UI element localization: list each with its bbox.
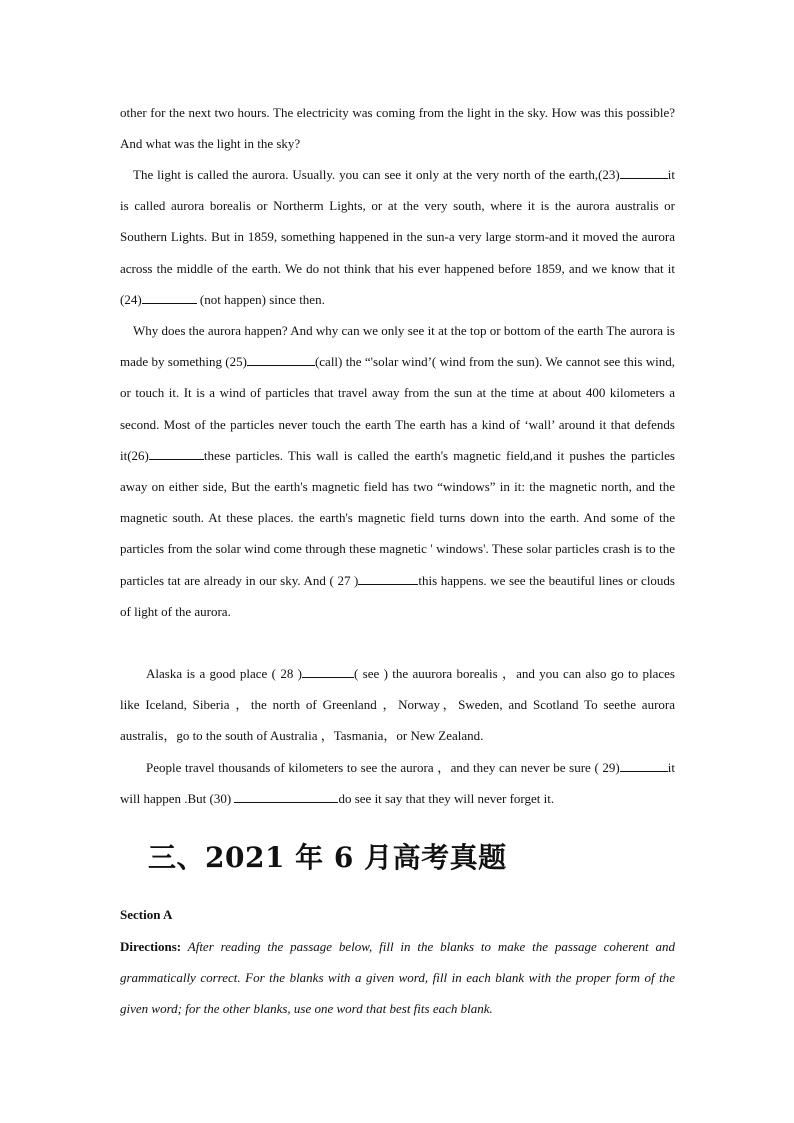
- paragraph-text: Alaska is a good place ( 28 ): [146, 666, 302, 681]
- paragraph-text: do see it say that they will never forget it.: [338, 791, 555, 807]
- directions-label: Directions:: [120, 939, 182, 954]
- passage-paragraph-3: [120, 315, 675, 627]
- section-label: Section A: [120, 907, 173, 922]
- answer-blank-29[interactable]: [620, 759, 668, 772]
- directions-block: [120, 931, 675, 1025]
- passage-paragraph-2: [120, 159, 675, 315]
- paragraph-text: ( see ) the auurora borealis ，and you can also go to places like Iceland, Siberia ，the north of Greenland ，Norway，Sweden, and Scotland To seethe aurora australis，go to the south of Australia ，Tasmania，or New Zealand.: [120, 666, 675, 744]
- paragraph-text: (not happen) since then.: [196, 291, 325, 307]
- paragraph-text: Why does the aurora happen? And why can we only see it at the top or bottom of the earth The aurora is made by something (25): [120, 323, 675, 370]
- passage-paragraph-4: [120, 658, 675, 752]
- paragraph-text: other for the next two hours. The electricity was coming from the light in the sky. How was this possible? And what was the light in the sky?: [120, 105, 675, 152]
- paragraph-text: The light is called the aurora. Usually. you can see it only at the very north of the earth,(23): [133, 167, 620, 182]
- answer-blank-27[interactable]: [358, 572, 418, 585]
- paragraph-text: People travel thousands of kilometers to see the aurora ，and they can never be sure ( 29): [146, 760, 620, 775]
- passage-paragraph-5: [120, 752, 675, 814]
- answer-blank-28[interactable]: [302, 665, 354, 678]
- section-heading: 三、2021 年 6 月高考真题: [148, 841, 507, 874]
- paragraph-text: it will happen .But (30): [120, 760, 675, 807]
- paragraph-text: it is called aurora borealis or Northerm Lights, or at the very south, where it is the aurora australis or Southern Lights. But in 1859, something happened in the sun-a very large storm-and it moved the aurora across the middle of the earth. We do not think that his ever happened before 1859, and we know that it (24): [120, 167, 675, 307]
- answer-blank-30[interactable]: [234, 790, 338, 803]
- answer-blank-24[interactable]: [142, 291, 197, 304]
- paragraph-text: this happens. we see the beautiful lines or clouds of light of the aurora.: [120, 572, 675, 619]
- answer-blank-25[interactable]: [247, 353, 315, 366]
- directions-text: After reading the passage below, fill in the blanks to make the passage coherent and grammatically correct. For the blanks with a given word, fill in each blank with the proper form of the given word; for the other blanks, use one word that best fits each blank.: [120, 939, 675, 1017]
- answer-blank-23[interactable]: [620, 166, 668, 179]
- paragraph-text: these particles. This wall is called the earth's magnetic field,and it pushes the particles away on either side, But the earth's magnetic field has two “windows” in it: the magnetic north, and the magnetic south. At these places. the earth's magnetic field turns down into the earth. And some of the particles from the solar wind come through these magnetic ' windows'. These solar particles crash is to the particles tat are already in our sky. And ( 27 ): [120, 447, 675, 588]
- answer-blank-26[interactable]: [149, 447, 204, 460]
- paragraph-text: (call) the “'solar wind’( wind from the sun). We cannot see this wind, or touch it. It is a wind of particles that travel away from the sun at the time at about 400 kilometers a second. Most of the particles never touch the earth The earth has a kind of ‘wall’ around it that defends it(26): [120, 354, 675, 463]
- passage-paragraph-1: [120, 97, 675, 159]
